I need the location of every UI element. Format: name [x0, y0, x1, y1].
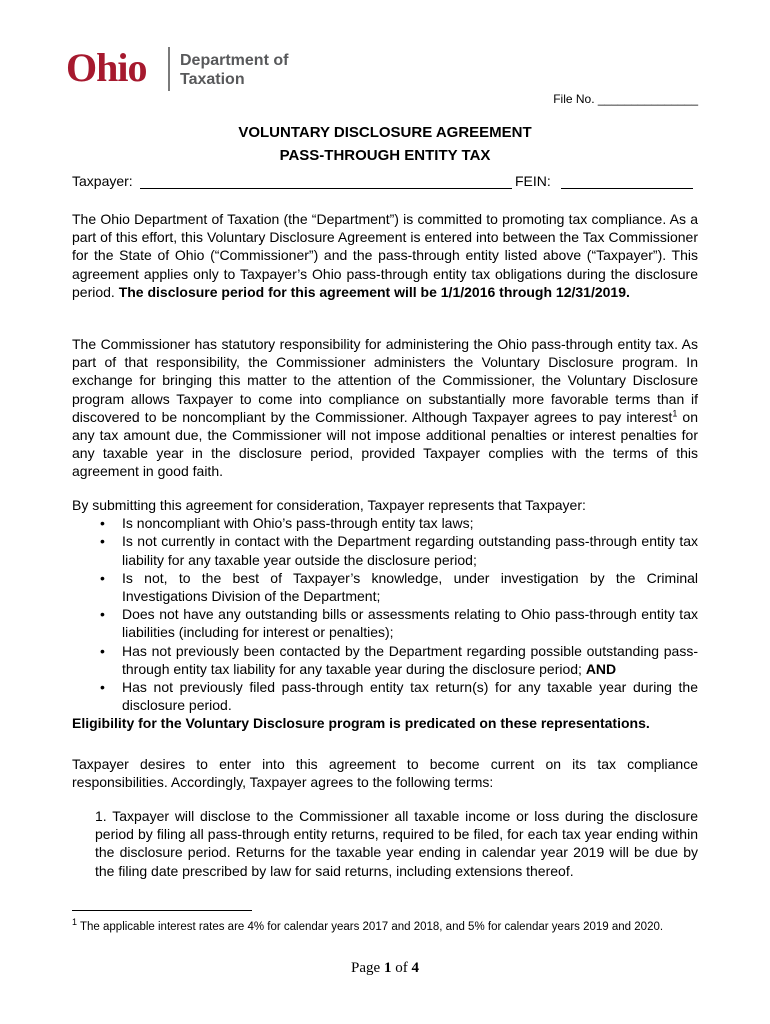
fein-input-line[interactable] — [561, 188, 693, 189]
commissioner-paragraph — [72, 335, 698, 481]
bullet-icon: • — [100, 606, 105, 623]
list-item — [72, 642, 698, 678]
list-item — [72, 605, 698, 641]
list-item — [72, 569, 698, 605]
bullet-icon: • — [100, 679, 105, 696]
footnote-ref: 1 — [672, 408, 678, 419]
document-subtitle: PASS-THROUGH ENTITY TAX — [279, 147, 491, 164]
department-line-1: Department of — [180, 52, 289, 69]
list-item-text: Does not have any outstanding bills or assessments relating to Ohio pass-through entity tax liabilities (including for interest or penalties); — [122, 606, 698, 641]
logo-divider — [168, 47, 170, 91]
taxpayer-fein-row — [72, 173, 696, 193]
footnote-text: The applicable interest rates are 4% for calendar years 2017 and 2018, and 5% for calendar years 2019 and 2020. — [77, 921, 664, 933]
bullet-icon: • — [100, 642, 105, 659]
department-line-2: Taxation — [180, 71, 245, 88]
bullet-icon: • — [100, 533, 105, 550]
list-item-text: Has not previously been contacted by the Department regarding possible outstanding pass-through entity tax liability for any taxable year during the disclosure period; — [122, 642, 698, 677]
representations-intro: By submitting this agreement for consideration, Taxpayer represents that Taxpayer: — [72, 497, 586, 513]
list-item — [72, 532, 698, 568]
footnote-marker: 1 — [72, 917, 78, 928]
file-number-field[interactable]: File No. _______________ — [553, 92, 698, 106]
taxpayer-label: Taxpayer: — [72, 173, 133, 189]
commissioner-text-a: The Commissioner has statutory responsibility for administering the Ohio pass-through entity tax. As part of that responsibility, the Commissioner administers the Voluntary Disclosure program. In exchange for bringing this matter to the attention of the Commissioner, the Voluntary Disclosure program allows Taxpayer to come into compliance on substantially more favorable terms than if discovered to be noncompliant by the Commissioner. Although Taxpayer agrees to pay interest — [72, 336, 698, 425]
term-1-paragraph: 1. Taxpayer will disclose to the Commissioner all taxable income or loss during the disclosure period by filing all pass-through entity returns, required to be filed, for each tax year ending within the disclosure period. Returns for the taxable year ending in calendar year 2019 will be due by the filing date prescribed by law for said returns, including extensions thereof. — [95, 808, 698, 879]
list-item-text: Is not, to the best of Taxpayer’s knowledge, under investigation by the Criminal Investigations Division of the Department; — [122, 569, 698, 605]
page-number — [0, 960, 770, 977]
ohio-logo-wordmark: Ohio — [66, 45, 147, 90]
representations-list — [72, 514, 698, 714]
footnote-divider — [72, 910, 252, 911]
list-item-text: Has not previously filed pass-through entity tax return(s) for any taxable year during the disclosure period. — [122, 679, 698, 714]
eligibility-statement: Eligibility for the Voluntary Disclosure program is predicated on these representations. — [72, 715, 650, 732]
bullet-icon: • — [100, 515, 105, 532]
page-current: 1 — [383, 960, 392, 976]
list-item-text: Is noncompliant with Ohio’s pass-through entity tax laws; — [122, 515, 474, 532]
intro-paragraph — [72, 210, 698, 301]
list-item — [72, 514, 698, 532]
representations-section — [72, 496, 698, 733]
taxpayer-input-line[interactable] — [140, 188, 512, 189]
terms-intro-paragraph: Taxpayer desires to enter into this agreement to become current on its tax compliance responsibilities. Accordingly, Taxpayer agrees to the following terms: — [72, 756, 698, 791]
page-of: of — [391, 960, 412, 976]
intro-text: The Ohio Department of Taxation (the “Department”) is committed to promoting tax compliance. As a part of this effort, this Voluntary Disclosure Agreement is entered into between the Tax Commissioner for the State of Ohio (“Commissioner”) and the pass-through entity listed above (“Taxpayer”). This agreement applies only to Taxpayer’s Ohio pass-through entity tax obligations during the disclosure period. — [72, 211, 698, 300]
page-total: 4 — [411, 960, 419, 976]
disclosure-period-text: The disclosure period for this agreement will be 1/1/2016 through 12/31/2019. — [118, 283, 630, 300]
list-item — [72, 678, 698, 714]
department-name — [180, 51, 288, 89]
fein-label: FEIN: — [515, 173, 551, 189]
page-label: Page — [351, 960, 384, 976]
bullet-icon: • — [100, 569, 105, 586]
document-title: VOLUNTARY DISCLOSURE AGREEMENT — [238, 124, 532, 141]
footnote — [72, 917, 698, 935]
list-item-text: Is not currently in contact with the Department regarding outstanding pass-through entity tax liability for any taxable year outside the disclosure period; — [122, 533, 698, 568]
commissioner-text-b: on any tax amount due, the Commissioner will not impose additional penalties or interest penalties for any taxable year in the disclosure period, provided Taxpayer complies with the terms of this agreement in good faith. — [72, 408, 699, 480]
and-emphasis: AND — [585, 660, 617, 677]
